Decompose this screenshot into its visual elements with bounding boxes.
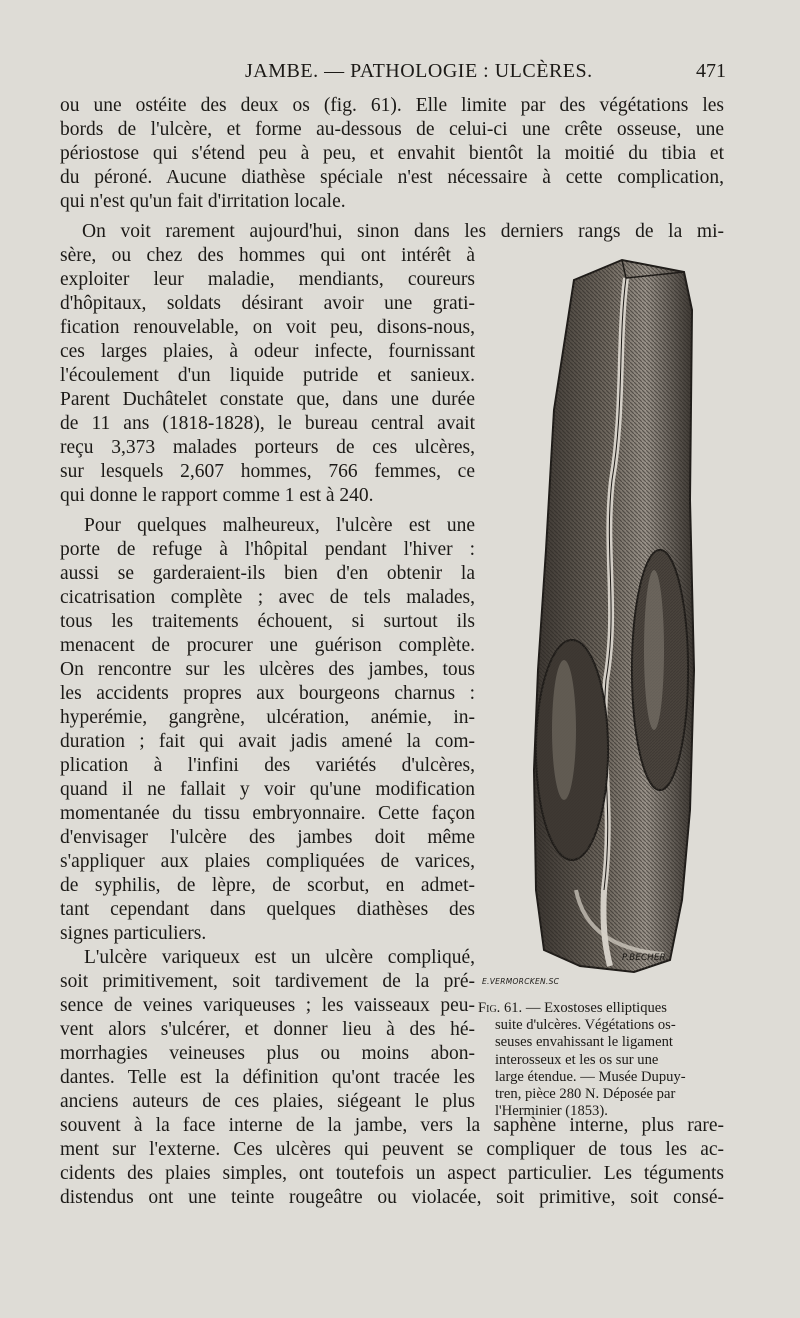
text-line: qui donne le rapport comme 1 est à 240. [60,485,374,506]
text-line: hyperémie, gangrène, ulcération, anémie, in- [60,707,475,728]
text-line: tous les traitements échouent, si surtout ils [60,611,475,632]
text-line: soit primitivement, soit tardivement de la pré- [60,971,475,992]
caption-label: Fig. 61. [478,1000,523,1016]
text-line: sur lesquels 2,607 hommes, 766 femmes, ce [60,461,475,482]
text-line: les accidents propres aux bourgeons charnus : [60,683,475,704]
text-line: quand il ne fallait y voir qu'une modification [60,779,475,800]
text-line: l'écoulement d'un liquide putride et sanieux. [60,365,475,386]
text-line: Pour quelques malheureux, l'ulcère est une [84,515,475,536]
text-line: Parent Duchâtelet constate que, dans une durée [60,389,475,410]
caption-line: tren, pièce 280 N. Déposée par [495,1086,676,1103]
text-line: dantes. Telle est la définition qu'ont tracée les [60,1067,475,1088]
text-line: vent alors s'ulcérer, et donner lieu à des hé- [60,1019,475,1040]
text-line: anciens auteurs de ces plaies, siégeant le plus [60,1091,475,1112]
text-line: qui n'est qu'un fait d'irritation locale. [60,191,346,212]
text-line: cicatrisation complète ; avec de tels malades, [60,587,475,608]
artist-signature: P.BECHER. [622,953,669,963]
text-line: distendus ont une teinte rougeâtre ou violacée, soit primitive, soit consé- [60,1187,724,1208]
text-line: porte de refuge à l'hôpital pendant l'hiver : [60,539,475,560]
text-line: On rencontre sur les ulcères des jambes, tous [60,659,475,680]
page-number: 471 [696,60,726,82]
text-line: menacent de procurer une guérison complète. [60,635,475,656]
text-line: ment sur l'externe. Ces ulcères qui peuvent se compliquer de tous les ac- [60,1139,724,1160]
text-line: duration ; fait qui avait jadis amené la com- [60,731,475,752]
text-line: ces larges plaies, à odeur infecte, fournissant [60,341,475,362]
running-head: JAMBE. — PATHOLOGIE : ULCÈRES. [245,60,593,82]
caption-line: — Exostoses elliptiques [525,1000,667,1016]
text-line: signes particuliers. [60,923,207,944]
text-line: plication à l'infini des variétés d'ulcères, [60,755,475,776]
caption-line: interosseux et les os sur une [495,1051,659,1068]
text-line: morrhagies veineuses plus ou moins abon- [60,1043,475,1064]
figure-caption [478,1000,726,1120]
text-line: exploiter leur maladie, mendiants, coureurs [60,269,475,290]
text-line: bords de l'ulcère, et forme au-dessous de celui-ci une crête osseuse, une [60,119,724,140]
text-line: souvent à la face interne de la jambe, vers la saphène interne, plus rare- [60,1115,724,1136]
text-line: sence de veines variqueuses ; les vaisseaux peu- [60,995,475,1016]
text-line: ou une ostéite des deux os (fig. 61). Elle limite par des végétations les [60,95,724,116]
text-line: momentanée du tissu embryonnaire. Cette façon [60,803,475,824]
caption-line: suite d'ulcères. Végétations os- [495,1017,676,1034]
text-line: aussi se garderaient-ils bien d'en obtenir la [60,563,475,584]
text-line: s'appliquer aux plaies compliquées de varices, [60,851,475,872]
page-header [60,58,726,88]
text-line: sère, ou chez des hommes qui ont intérêt à [60,245,475,266]
engraver-signature: E.VERMORCKEN.SC [482,977,560,986]
text-line: tant cependant dans quelques diathèses des [60,899,475,920]
text-line: de 11 ans (1818-1828), le bureau central avait [60,413,475,434]
caption-line: seuses envahissant le ligament [495,1034,673,1051]
text-line: du péroné. Aucune diathèse spéciale n'est nécessaire à cette complication, [60,167,724,188]
text-line: On voit rarement aujourd'hui, sinon dans les derniers rangs de la mi- [82,221,724,242]
text-line: d'hôpitaux, soldats désirant avoir une grati- [60,293,475,314]
text-line: reçu 3,373 malades porteurs de ces ulcères, [60,437,475,458]
bone-engraving [514,250,704,990]
bone-illustration [482,250,704,990]
text-line: périostose qui s'étend peu à peu, et envahit bientôt la moitié du tibia et [60,143,724,164]
text-line: fication renouvelable, on voit peu, disons-nous, [60,317,475,338]
text-line: d'envisager l'ulcère des jambes doit même [60,827,475,848]
caption-line: large étendue. — Musée Dupuy- [495,1068,686,1085]
text-line: de syphilis, de lèpre, de scorbut, en admet- [60,875,475,896]
text-line: cidents des plaies simples, ont toutefois un aspect particulier. Les téguments [60,1163,724,1184]
text-line: L'ulcère variqueux est un ulcère compliqué, [84,947,475,968]
caption-line: l'Herminier (1853). [495,1103,608,1120]
